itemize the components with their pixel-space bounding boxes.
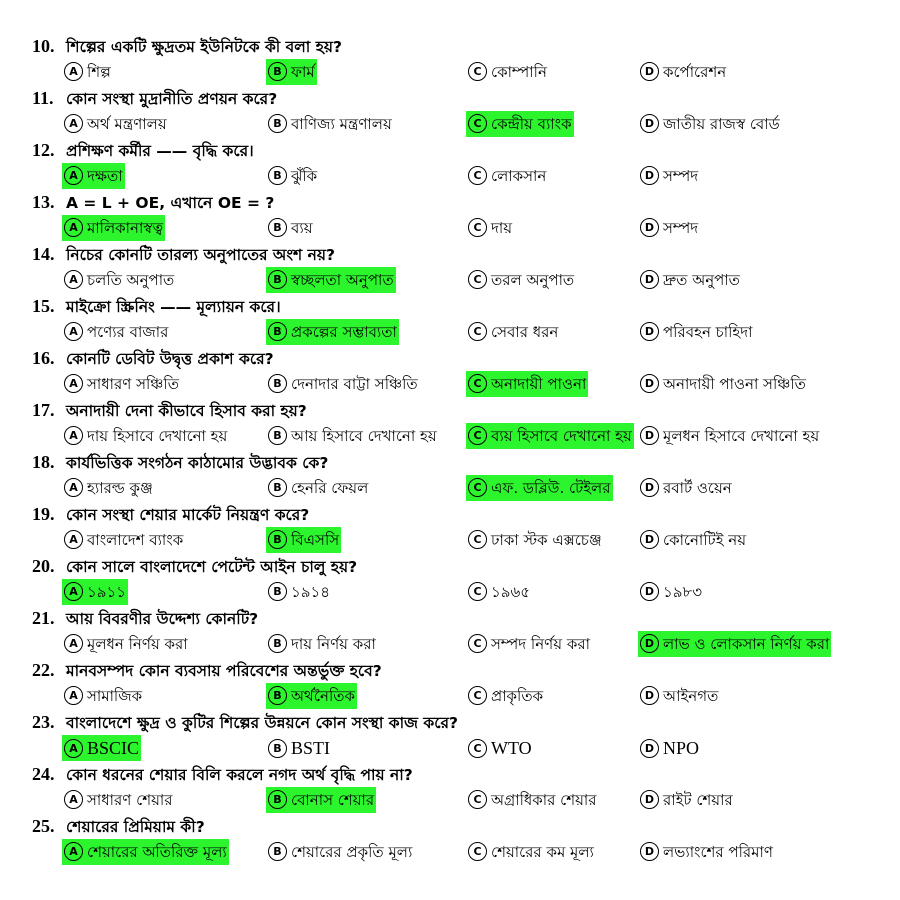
option-letter-circle-icon: A <box>64 166 83 185</box>
question-item <box>32 813 878 865</box>
option-b-correct[interactable] <box>266 527 341 553</box>
option-text: তরল অনুপাত <box>491 271 575 289</box>
option-d[interactable] <box>638 683 720 709</box>
option-letter-circle-icon: D <box>640 270 659 289</box>
question-text: কোন সংস্থা শেয়ার মার্কেট নিয়ন্ত্রণ করে? <box>66 506 310 524</box>
option-letter-circle-icon: D <box>640 478 659 497</box>
option-d[interactable] <box>638 163 700 189</box>
option-letter-circle-icon: C <box>468 842 487 861</box>
question-text: অনাদায়ী দেনা কীভাবে হিসাব করা হয়? <box>66 402 307 420</box>
question-number: 14. <box>32 244 55 264</box>
option-text: সাধারণ শেয়ার <box>87 791 173 809</box>
option-text: প্রাকৃতিক <box>491 687 544 705</box>
option-text: বাংলাদেশ ব্যাংক <box>87 531 184 549</box>
question-number: 20. <box>32 556 55 576</box>
option-text: বাণিজ্য মন্ত্রণালয় <box>291 115 392 133</box>
question-line <box>32 449 328 475</box>
question-text: কোন সংস্থা মুদ্রানীতি প্রণয়ন করে? <box>66 90 278 108</box>
option-b-correct[interactable] <box>266 787 376 813</box>
question-number: 16. <box>32 348 55 368</box>
question-line <box>32 85 277 111</box>
option-b[interactable] <box>266 111 394 137</box>
option-letter-circle-icon: B <box>268 634 287 653</box>
option-letter-circle-icon: D <box>640 530 659 549</box>
option-text: ব্যয় <box>291 219 313 237</box>
option-b-correct[interactable] <box>266 267 396 293</box>
option-letter-circle-icon: D <box>640 634 659 653</box>
question-number: 24. <box>32 764 55 784</box>
option-c-correct[interactable] <box>466 423 634 449</box>
option-text: ১৯৮৩ <box>663 583 702 601</box>
question-line <box>32 293 281 319</box>
option-letter-circle-icon: A <box>64 634 83 653</box>
option-letter-circle-icon: C <box>468 218 487 237</box>
option-text: অগ্রাধিকার শেয়ার <box>491 791 597 809</box>
option-text: রবার্ট ওয়েন <box>663 479 732 497</box>
option-d-correct[interactable] <box>638 631 831 657</box>
option-text: ঝুঁকি <box>291 167 318 185</box>
question-item <box>32 657 878 709</box>
question-number: 12. <box>32 140 55 160</box>
option-b[interactable] <box>266 839 414 865</box>
option-text: সামাজিক <box>87 687 143 705</box>
question-line <box>32 709 458 735</box>
option-letter-circle-icon: B <box>268 374 287 393</box>
option-d[interactable] <box>638 527 748 553</box>
option-letter-circle-icon: C <box>468 530 487 549</box>
option-a-correct[interactable] <box>62 735 141 761</box>
option-b[interactable] <box>266 371 420 397</box>
question-item <box>32 293 878 345</box>
option-text: দ্রুত অনুপাত <box>663 271 740 289</box>
option-letter-circle-icon: D <box>640 218 659 237</box>
question-line <box>32 813 205 839</box>
option-letter-circle-icon: A <box>64 842 83 861</box>
option-c-correct[interactable] <box>466 371 588 397</box>
option-d[interactable] <box>638 423 821 449</box>
option-text: আয় হিসাবে দেখানো হয় <box>291 427 437 445</box>
option-c[interactable] <box>466 683 545 709</box>
option-b[interactable] <box>266 163 319 189</box>
question-text: মানবসম্পদ কোন ব্যবসায় পরিবেশের অন্তর্ভুক্ত হবে? <box>66 662 382 680</box>
option-letter-circle-icon: A <box>64 790 83 809</box>
option-letter-circle-icon: C <box>468 322 487 341</box>
option-c[interactable] <box>466 163 548 189</box>
question-number: 15. <box>32 296 55 316</box>
option-a[interactable] <box>62 371 181 397</box>
option-b-correct[interactable] <box>266 59 317 85</box>
option-d[interactable] <box>638 475 734 501</box>
option-c[interactable] <box>466 787 599 813</box>
option-letter-circle-icon: B <box>268 114 287 133</box>
question-text: A = L + OE, এখানে OE = ? <box>66 194 275 212</box>
option-letter-circle-icon: C <box>468 634 487 653</box>
option-letter-circle-icon: D <box>640 62 659 81</box>
option-b-correct[interactable] <box>266 683 357 709</box>
option-text: ১৯১১ <box>87 583 126 601</box>
option-letter-circle-icon: B <box>268 270 287 289</box>
question-number: 13. <box>32 192 55 212</box>
option-text: দক্ষতা <box>87 167 123 185</box>
question-line <box>32 501 309 527</box>
option-b[interactable] <box>266 579 332 605</box>
option-text: জাতীয় রাজস্ব বোর্ড <box>663 115 780 133</box>
option-text: চলতি অনুপাত <box>87 271 175 289</box>
option-letter-circle-icon: C <box>468 478 487 497</box>
option-b[interactable] <box>266 215 315 241</box>
option-text: ব্যয় হিসাবে দেখানো হয় <box>491 427 632 445</box>
question-number: 17. <box>32 400 55 420</box>
question-number: 25. <box>32 816 55 836</box>
option-b-correct[interactable] <box>266 319 399 345</box>
option-a[interactable] <box>62 267 176 293</box>
option-letter-circle-icon: D <box>640 582 659 601</box>
option-text: পণ্যের বাজার <box>87 323 169 341</box>
question-line <box>32 33 342 59</box>
option-letter-circle-icon: B <box>268 426 287 445</box>
option-c[interactable] <box>466 839 596 865</box>
question-text: আয় বিবরণীর উদ্দেশ্য কোনটি? <box>66 610 259 628</box>
option-c-correct[interactable] <box>466 475 613 501</box>
option-letter-circle-icon: A <box>64 270 83 289</box>
option-text: এফ. ডব্লিউ. টেইলর <box>491 479 611 497</box>
option-b[interactable] <box>266 735 332 761</box>
option-letter-circle-icon: C <box>468 426 487 445</box>
option-a-correct[interactable] <box>62 163 125 189</box>
option-letter-circle-icon: B <box>268 166 287 185</box>
option-letter-circle-icon: D <box>640 686 659 705</box>
option-text: দায় <box>491 219 513 237</box>
question-text: কোন ধরনের শেয়ার বিলি করলে নগদ অর্থ বৃদ্ধি পায় না? <box>66 766 413 784</box>
option-d[interactable] <box>638 267 742 293</box>
question-text: কার্যভিত্তিক সংগঠন কাঠামোর উদ্ভাবক কে? <box>66 454 329 472</box>
option-letter-circle-icon: A <box>64 374 83 393</box>
question-item <box>32 137 878 189</box>
option-a[interactable] <box>62 423 229 449</box>
option-text: কর্পোরেশন <box>663 63 727 81</box>
option-text: অর্থ মন্ত্রণালয় <box>87 115 167 133</box>
option-text: হ্যারল্ড কুঞ্জ <box>87 479 153 497</box>
option-letter-circle-icon: D <box>640 114 659 133</box>
option-c[interactable] <box>466 527 604 553</box>
option-letter-circle-icon: A <box>64 322 83 341</box>
option-text: মালিকানাস্বত্ব <box>87 219 164 237</box>
question-item <box>32 605 878 657</box>
question-line <box>32 397 307 423</box>
option-a[interactable] <box>62 787 175 813</box>
option-text: মূলধন নির্ণয় করা <box>87 635 188 653</box>
option-d[interactable] <box>638 735 701 761</box>
option-letter-circle-icon: C <box>468 166 487 185</box>
option-text: সাধারণ সঞ্চিতি <box>87 375 179 393</box>
option-letter-circle-icon: B <box>268 530 287 549</box>
option-text: মূলধন হিসাবে দেখানো হয় <box>663 427 820 445</box>
option-text: ১৯৬৫ <box>491 583 530 601</box>
option-letter-circle-icon: C <box>468 270 487 289</box>
option-letter-circle-icon: B <box>268 322 287 341</box>
option-text: অনাদায়ী পাওনা <box>491 375 587 393</box>
question-text: কোনটি ডেবিট উদ্বৃত্ত প্রকাশ করে? <box>66 350 274 368</box>
question-text: প্রশিক্ষণ কর্মীর —— বৃদ্ধি করে। <box>66 142 254 160</box>
question-text: বাংলাদেশে ক্ষুদ্র ও কুটির শিল্পের উন্নয়নে কোন সংস্থা কাজ করে? <box>66 714 458 732</box>
option-letter-circle-icon: D <box>640 426 659 445</box>
option-letter-circle-icon: B <box>268 790 287 809</box>
option-letter-circle-icon: B <box>268 478 287 497</box>
option-text: লোকসান <box>491 167 547 185</box>
option-c-correct[interactable] <box>466 111 574 137</box>
question-item <box>32 397 878 449</box>
option-letter-circle-icon: D <box>640 166 659 185</box>
option-letter-circle-icon: C <box>468 62 487 81</box>
option-text: বোনাস শেয়ার <box>291 791 375 809</box>
question-line <box>32 241 335 267</box>
option-text: লাভ ও লোকসান নির্ণয় করা <box>663 635 830 653</box>
option-c[interactable] <box>466 59 549 85</box>
option-text: দেনাদার বাট্টা সঞ্চিতি <box>291 375 418 393</box>
question-number: 21. <box>32 608 55 628</box>
question-text: কোন সালে বাংলাদেশে পেটেন্ট আইন চালু হয়? <box>66 558 358 576</box>
option-a[interactable] <box>62 631 190 657</box>
option-letter-circle-icon: D <box>640 374 659 393</box>
option-letter-circle-icon: A <box>64 739 83 758</box>
question-item <box>32 709 878 761</box>
question-item <box>32 761 878 813</box>
option-text: অর্থনৈতিক <box>291 687 355 705</box>
option-text: শেয়ারের কম মূল্য <box>491 843 594 861</box>
option-d[interactable] <box>638 215 700 241</box>
option-c[interactable] <box>466 267 576 293</box>
question-text: শিল্পের একটি ক্ষুদ্রতম ইউনিটকে কী বলা হয়? <box>66 38 342 56</box>
option-d[interactable] <box>638 839 775 865</box>
question-text: নিচের কোনটি তারল্য অনুপাতের অংশ নয়? <box>66 246 335 264</box>
option-d[interactable] <box>638 319 755 345</box>
option-letter-circle-icon: A <box>64 62 83 81</box>
option-a-correct[interactable] <box>62 839 229 865</box>
option-text: NPO <box>663 738 700 758</box>
option-a[interactable] <box>62 319 170 345</box>
option-text: ঢাকা স্টক এক্সচেঞ্জ <box>491 531 602 549</box>
option-c[interactable] <box>466 735 534 761</box>
option-d[interactable] <box>638 111 782 137</box>
question-number: 23. <box>32 712 55 732</box>
option-letter-circle-icon: A <box>64 686 83 705</box>
option-letter-circle-icon: C <box>468 739 487 758</box>
option-letter-circle-icon: A <box>64 478 83 497</box>
question-line <box>32 553 357 579</box>
question-line <box>32 761 413 787</box>
option-letter-circle-icon: A <box>64 218 83 237</box>
option-text: কোম্পানি <box>491 63 547 81</box>
option-c[interactable] <box>466 319 560 345</box>
option-text: কেন্দ্রীয় ব্যাংক <box>491 115 572 133</box>
option-a[interactable] <box>62 475 155 501</box>
question-number: 18. <box>32 452 55 472</box>
option-b[interactable] <box>266 475 370 501</box>
option-text: সম্পদ <box>663 219 699 237</box>
option-letter-circle-icon: A <box>64 530 83 549</box>
option-letter-circle-icon: D <box>640 790 659 809</box>
question-number: 10. <box>32 36 55 56</box>
question-item <box>32 241 878 293</box>
question-line <box>32 605 258 631</box>
option-letter-circle-icon: A <box>64 426 83 445</box>
option-text: হেনরি ফেয়ল <box>291 479 369 497</box>
question-text: শেয়ারের প্রিমিয়াম কী? <box>66 818 205 836</box>
option-a[interactable] <box>62 683 144 709</box>
option-text: পরিবহন চাহিদা <box>663 323 753 341</box>
option-b[interactable] <box>266 423 439 449</box>
option-text: প্রকল্পের সম্ভাব্যতা <box>291 323 397 341</box>
question-item <box>32 553 878 605</box>
question-line <box>32 189 274 215</box>
option-c[interactable] <box>466 579 532 605</box>
mcq-list <box>32 33 878 865</box>
question-item <box>32 33 878 85</box>
option-letter-circle-icon: C <box>468 686 487 705</box>
question-item <box>32 449 878 501</box>
question-number: 22. <box>32 660 55 680</box>
option-text: BSTI <box>291 738 331 758</box>
question-item <box>32 501 878 553</box>
option-d[interactable] <box>638 371 808 397</box>
option-text: WTO <box>491 738 532 758</box>
option-letter-circle-icon: B <box>268 218 287 237</box>
option-letter-circle-icon: C <box>468 374 487 393</box>
option-d[interactable] <box>638 787 735 813</box>
option-text: আইনগত <box>663 687 719 705</box>
question-line <box>32 137 254 163</box>
option-letter-circle-icon: B <box>268 739 287 758</box>
question-line <box>32 345 274 371</box>
question-item <box>32 85 878 137</box>
option-d[interactable] <box>638 579 704 605</box>
option-letter-circle-icon: D <box>640 322 659 341</box>
option-text: শেয়ারের প্রকৃতি মূল্য <box>291 843 413 861</box>
option-text: কোনোটিই নয় <box>663 531 747 549</box>
option-a[interactable] <box>62 111 169 137</box>
option-letter-circle-icon: A <box>64 582 83 601</box>
option-text: শিল্প <box>87 63 111 81</box>
option-text: স্বচ্ছলতা অনুপাত <box>291 271 394 289</box>
option-text: অনাদায়ী পাওনা সঞ্চিতি <box>663 375 806 393</box>
question-item <box>32 345 878 397</box>
option-letter-circle-icon: D <box>640 842 659 861</box>
option-text: শেয়ারের অতিরিক্ত মূল্য <box>87 843 227 861</box>
question-text: মাইক্রো স্ক্রিনিং —— মূল্যায়ন করে। <box>66 298 281 316</box>
option-letter-circle-icon: B <box>268 686 287 705</box>
question-number: 19. <box>32 504 55 524</box>
option-letter-circle-icon: D <box>640 739 659 758</box>
option-letter-circle-icon: C <box>468 790 487 809</box>
option-text: সেবার ধরন <box>491 323 559 341</box>
option-text: বিএসসি <box>291 531 340 549</box>
option-letter-circle-icon: A <box>64 114 83 133</box>
option-b[interactable] <box>266 631 378 657</box>
option-text: ফার্ম <box>291 63 315 81</box>
option-letter-circle-icon: B <box>268 842 287 861</box>
option-a-correct[interactable] <box>62 579 128 605</box>
option-text: লভ্যাংশের পরিমাণ <box>663 843 773 861</box>
option-letter-circle-icon: C <box>468 114 487 133</box>
question-line <box>32 657 382 683</box>
option-letter-circle-icon: C <box>468 582 487 601</box>
question-number: 11. <box>32 88 54 108</box>
option-a[interactable] <box>62 527 185 553</box>
option-text: BSCIC <box>87 738 140 758</box>
option-text: সম্পদ নির্ণয় করা <box>491 635 590 653</box>
option-c[interactable] <box>466 631 592 657</box>
option-text: সম্পদ <box>663 167 699 185</box>
option-a[interactable] <box>62 59 113 85</box>
option-letter-circle-icon: B <box>268 582 287 601</box>
option-letter-circle-icon: B <box>268 62 287 81</box>
option-text: দায় নির্ণয় করা <box>291 635 376 653</box>
option-text: দায় হিসাবে দেখানো হয় <box>87 427 228 445</box>
option-c[interactable] <box>466 215 514 241</box>
question-item <box>32 189 878 241</box>
option-a-correct[interactable] <box>62 215 165 241</box>
option-text: রাইট শেয়ার <box>663 791 733 809</box>
option-text: ১৯১৪ <box>291 583 330 601</box>
option-d[interactable] <box>638 59 728 85</box>
